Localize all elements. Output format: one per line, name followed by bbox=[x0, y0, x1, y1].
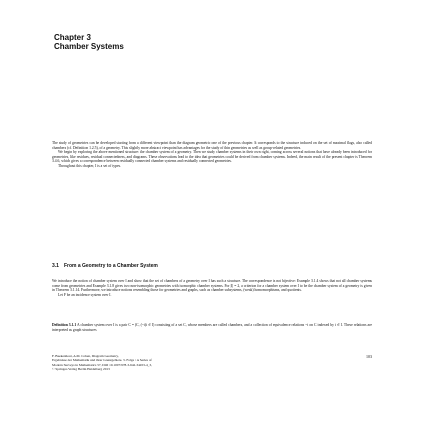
footer-line: Ergebnisse der Mathematik und ihrer Grenzgebiete. 3. Folge / A Series of bbox=[52, 358, 152, 363]
definition-text: A chamber system over I is a pair C = (C, (~i)i ∈ I) consisting of a set C, whose members are called chambers, and a collection of equivalence relations ~i on C indexed by i ∈ I. These relations are interpreted as graph structures bbox=[52, 323, 372, 332]
footer-line: Modern Surveys in Mathematics 57, DOI 10.1007/978-3-642-34453-4_3, bbox=[52, 362, 152, 367]
footer-line: F. Buekenhout, A.M. Cohen, Diagram Geometry, bbox=[52, 354, 119, 358]
intro-paragraph: We begin by exploring the above mentioned structure: the chamber system of a geometry. Then we study chamber systems in their own right, coming across several notions that have already been introduced for geometries, like residues, residual connectedness, and diagrams. These observations lead to the idea that geometries could be derived from chamber systems. Indeed, the main result of the present chapter is Theorem 3.4.6, which gives a correspondence between residually connected chamber systems and residually connected geometries. bbox=[52, 150, 372, 164]
publication-info bbox=[52, 354, 332, 371]
chapter-introduction bbox=[52, 141, 372, 169]
chapter-heading bbox=[54, 33, 374, 51]
chapter-label: Chapter 3 bbox=[54, 33, 91, 42]
body-paragraph: We introduce the notion of chamber system over I and show that the set of chambers of a geometry over I has such a structure. The correspondence is not bijective: Example 3.1.4 shows that not all chamber systems come from geometries and Example 3.1.8 gives two non-isomorphic geometries with isomorphic chamber systems. For |I| = 2, a criterion for a chamber system over I to be the chamber system of a geometry is given in Theorem 3.1.14. Furthermore, we introduce notions resembling those for geometries and graphs, such as chamber subsystems, (weak) homomorphisms, and quotients. bbox=[52, 279, 372, 293]
section-number: 3.1 bbox=[52, 263, 59, 269]
definition-label: Definition 3.1.1 bbox=[52, 323, 77, 327]
page-number: 103 bbox=[366, 354, 372, 359]
section-heading bbox=[52, 263, 372, 269]
section-body bbox=[52, 279, 372, 297]
section-title: From a Geometry to a Chamber System bbox=[63, 263, 158, 269]
chapter-title: Chamber Systems bbox=[54, 42, 124, 51]
definition-block bbox=[52, 323, 372, 332]
intro-paragraph: The study of geometries can be developed starting from a different viewpoint than the diagram geometric one of the previous chapter. It corresponds to the structure induced on the set of maximal flags, also called chambers (cf. Definition 1.2.5), of a geometry. This slightly more abstract viewpoint has advantages for the study of thin geometries as well as group-related geometries. bbox=[52, 141, 372, 150]
body-paragraph: Let F be an incidence system over I. bbox=[58, 292, 112, 297]
page-footer bbox=[52, 354, 372, 371]
intro-paragraph: Throughout this chapter, I is a set of types. bbox=[58, 163, 121, 168]
footer-line: © Springer-Verlag Berlin Heidelberg 2013 bbox=[52, 366, 110, 371]
